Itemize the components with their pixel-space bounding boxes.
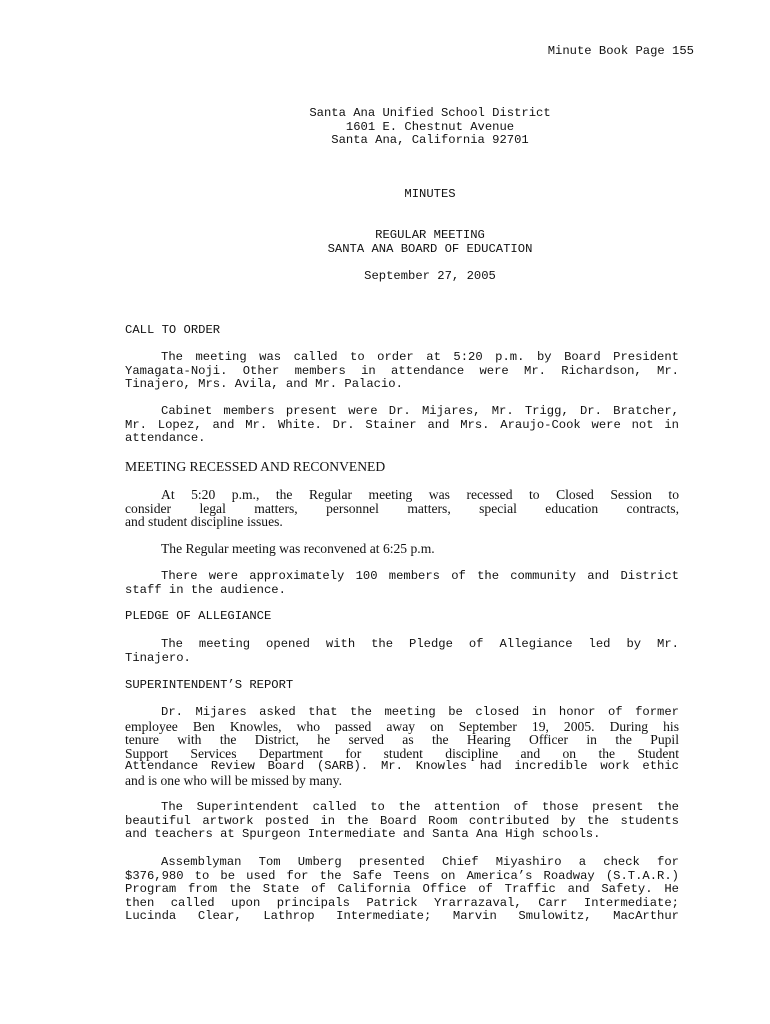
text-line: Attendance Review Board (SARB). Mr. Knowles had incredible work ethic: [125, 759, 679, 774]
paragraph: [125, 542, 679, 556]
meeting-date: September 27, 2005: [364, 269, 496, 283]
text-line: The Superintendent called to the attention of those present the: [161, 800, 679, 814]
text-line: beautiful artwork posted in the Board Room contributed by the students: [125, 813, 679, 828]
text-line: then called upon principals Patrick Yrarrazaval, Carr Intermediate;: [125, 895, 679, 910]
paragraph: [125, 706, 679, 788]
section-heading-pledge: PLEDGE OF ALLEGIANCE: [125, 609, 272, 623]
text-line: Lucinda Clear, Lathrop Intermediate; Marvin Smulowitz, MacArthur: [125, 909, 679, 924]
paragraph: [125, 801, 679, 842]
text-line: Yamagata-Noji. Other members in attendance were Mr. Richardson, Mr.: [125, 363, 679, 378]
paragraph: [125, 351, 679, 392]
text-line: and teachers at Spurgeon Intermediate and Santa Ana High schools.: [125, 827, 601, 842]
text-line: Dr. Mijares asked that the meeting be closed in honor of former: [161, 705, 679, 719]
paragraph: [125, 856, 679, 924]
text-line: consider legal matters, personnel matters, special education contracts,: [125, 500, 679, 516]
text-line: Tinajero.: [125, 650, 191, 665]
text-line: Program from the State of California Office of Traffic and Safety. He: [125, 882, 679, 897]
document-title: MINUTES: [404, 187, 456, 201]
text-line: tenure with the District, he served as the Hearing Officer in the Pupil: [125, 732, 679, 748]
board-name: SANTA ANA BOARD OF EDUCATION: [327, 242, 533, 256]
text-line: Mr. Lopez, and Mr. White. Dr. Stainer and Mrs. Araujo-Cook were not in: [125, 417, 679, 432]
section-heading-recess: MEETING RECESSED AND RECONVENED: [125, 459, 386, 474]
text-line: employee Ben Knowles, who passed away on September 19, 2005. During his: [125, 718, 679, 734]
paragraph: [125, 488, 679, 529]
text-line: Support Services Department for student discipline and on the Student: [125, 745, 679, 761]
text-line: Cabinet members present were Dr. Mijares, Mr. Trigg, Dr. Bratcher,: [161, 404, 679, 418]
text-line: staff in the audience.: [125, 582, 286, 597]
paragraph: [125, 570, 679, 597]
page-number: Minute Book Page 155: [547, 44, 694, 58]
district-city: Santa Ana, California 92701: [331, 133, 529, 147]
text-line: There were approximately 100 members of the community and District: [161, 569, 679, 583]
section-heading-superintendent-report: SUPERINTENDENT’S REPORT: [125, 678, 294, 692]
text-line: The Regular meeting was reconvened at 6:25 p.m.: [161, 541, 435, 556]
section-heading-call-to-order: CALL TO ORDER: [125, 323, 221, 337]
text-line: At 5:20 p.m., the Regular meeting was recessed to Closed Session to: [161, 487, 679, 502]
text-line: attendance.: [125, 431, 206, 446]
meeting-type: REGULAR MEETING: [375, 228, 485, 242]
text-line: and is one who will be missed by many.: [125, 772, 342, 788]
text-line: Tinajero, Mrs. Avila, and Mr. Palacio.: [125, 377, 403, 392]
paragraph: [125, 405, 679, 446]
text-line: and student discipline issues.: [125, 514, 283, 530]
text-line: Assemblyman Tom Umberg presented Chief Miyashiro a check for: [161, 855, 679, 869]
paragraph: [125, 638, 679, 665]
text-line: The meeting was called to order at 5:20 p.m. by Board President: [161, 350, 679, 364]
text-line: The meeting opened with the Pledge of Allegiance led by Mr.: [161, 637, 679, 651]
district-street: 1601 E. Chestnut Avenue: [345, 120, 515, 134]
district-name: Santa Ana Unified School District: [309, 106, 551, 120]
text-line: $376,980 to be used for the Safe Teens on America’s Roadway (S.T.A.R.): [125, 868, 679, 883]
